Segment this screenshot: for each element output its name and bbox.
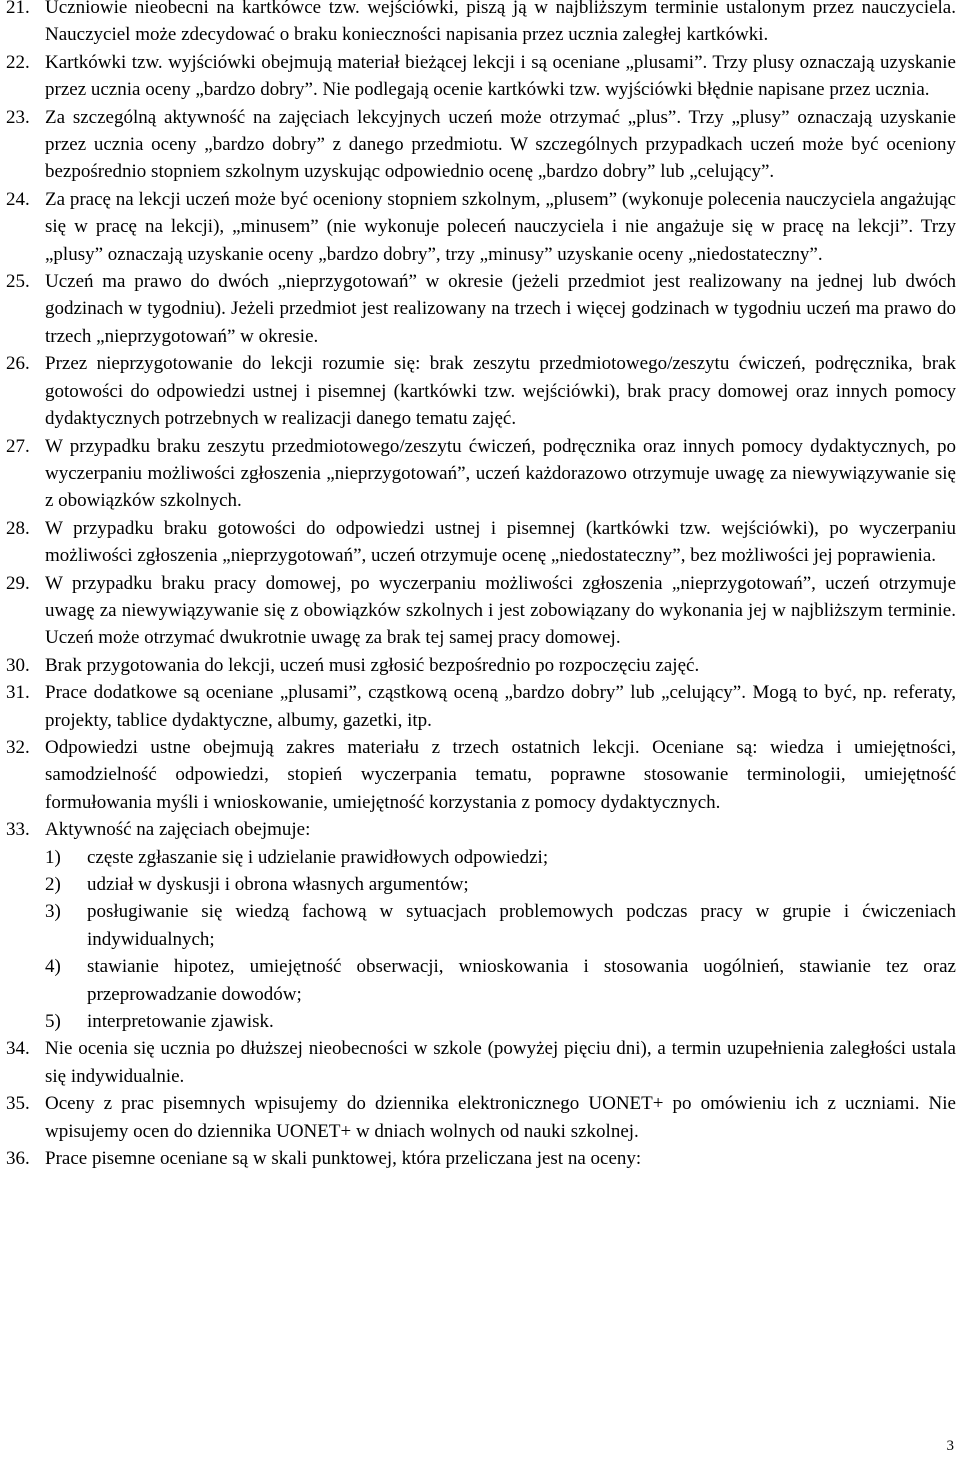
- rule-25: [6, 268, 956, 350]
- rule-number: 34.: [6, 1038, 30, 1060]
- rule-36: [6, 1145, 956, 1172]
- rule-29: [6, 570, 956, 652]
- rule-26: [6, 350, 956, 432]
- rule-34: [6, 1035, 956, 1090]
- sub-item-3: [45, 898, 956, 953]
- activity-sublist: [45, 844, 956, 1036]
- sub-item-number: 4): [45, 956, 61, 978]
- sub-item-number: 3): [45, 901, 61, 923]
- rule-31: [6, 679, 956, 734]
- rule-number: 30.: [6, 654, 30, 676]
- rule-number: 25.: [6, 271, 30, 293]
- sub-item-text: posługiwanie się wiedzą fachową w sytuacjach problemowych podczas pracy w grupie i ćwiczeniach indywidualnych;: [87, 901, 956, 950]
- rule-text: Za pracę na lekcji uczeń może być oceniony stopniem szkolnym, „plusem” (wykonuje polecenia nauczyciela angażując się w pracę na lekcji), „minusem” (nie wykonuje poleceń nauczyciela i nie angażuje się w pracę na lekcji”. Trzy „plusy” oznaczają uzyskanie oceny „bardzo dobry”, trzy „minusy” uzyskanie oceny „niedostateczny”.: [45, 188, 956, 265]
- rule-number: 29.: [6, 572, 30, 594]
- rule-number: 32.: [6, 736, 30, 758]
- rule-text: Za szczególną aktywność na zajęciach lekcyjnych uczeń może otrzymać „plus”. Trzy „plusy” oznaczają uzyskanie przez ucznia oceny „bardzo dobry” z danego przedmiotu. W szczególnych przypadkach uczeń może być oceniony bezpośrednio stopniem szkolnym uzyskując odpowiednio ocenę „bardzo dobry” lub „celujący”.: [45, 106, 956, 183]
- rule-text: Uczniowie nieobecni na kartkówce tzw. wejściówki, piszą ją w najbliższym terminie ustalonym przez nauczyciela. Nauczyciel może zdecydować o braku konieczności napisania przez ucznia zaległej kartkówki.: [45, 0, 956, 46]
- rule-text: Nie ocenia się ucznia po dłuższej nieobecności w szkole (powyżej pięciu dni), a termin uzupełnienia zaległości ustala się indywidualnie.: [45, 1038, 956, 1087]
- rule-text: Przez nieprzygotowanie do lekcji rozumie się: brak zeszytu przedmiotowego/zeszytu ćwiczeń, podręcznika, brak gotowości do odpowiedzi ustnej i pisemnej (kartkówki tzw. wejściówki), brak pracy domowej oraz innych pomocy dydaktycznych potrzebnych w realizacji danego tematu zajęć.: [45, 353, 956, 430]
- rule-24: [6, 186, 956, 268]
- rule-text: Odpowiedzi ustne obejmują zakres materiału z trzech ostatnich lekcji. Oceniane są: wiedza i umiejętności, samodzielność odpowiedzi, stopień wyczerpania tematu, poprawne stosowanie terminologii, umiejętność formułowania myśli i wnioskowanie, umiejętność korzystania z pomocy dydaktycznych.: [45, 736, 956, 813]
- rule-number: 24.: [6, 188, 30, 210]
- rule-32: [6, 734, 956, 816]
- rule-30: [6, 652, 956, 679]
- rule-28: [6, 515, 956, 570]
- rule-number: 35.: [6, 1093, 30, 1115]
- rule-number: 27.: [6, 435, 30, 457]
- sub-item-number: 5): [45, 1011, 61, 1033]
- rule-number: 22.: [6, 51, 30, 73]
- rule-number: 21.: [6, 0, 30, 18]
- rule-text: Aktywność na zajęciach obejmuje:: [45, 819, 311, 841]
- rule-27: [6, 433, 956, 515]
- rule-text: Prace dodatkowe są oceniane „plusami”, cząstkową oceną „bardzo dobry” lub „celujący”. Mogą to być, np. referaty, projekty, tablice dydaktyczne, albumy, gazetki, itp.: [45, 682, 956, 731]
- sub-item-2: [45, 871, 956, 898]
- sub-item-number: 2): [45, 874, 61, 895]
- rules-list: [6, 0, 956, 1172]
- rule-35: [6, 1090, 956, 1145]
- rule-text: Prace pisemne oceniane są w skali punktowej, która przeliczana jest na oceny:: [45, 1148, 642, 1170]
- sub-item-text: stawianie hipotez, umiejętność obserwacji, wnioskowania i stosowania uogólnień, stawianie tez oraz przeprowadzanie dowodów;: [87, 956, 956, 1005]
- rule-33: [6, 816, 956, 1035]
- sub-item-5: [45, 1008, 956, 1035]
- rule-number: 26.: [6, 353, 30, 375]
- sub-item-text: częste zgłaszanie się i udzielanie prawidłowych odpowiedzi;: [87, 846, 549, 868]
- rule-number: 33.: [6, 819, 30, 841]
- rule-text: Oceny z prac pisemnych wpisujemy do dziennika elektronicznego UONET+ po omówieniu ich z uczniami. Nie wpisujemy ocen do dziennika UONET+ w dniach wolnych od nauki szkolnej.: [45, 1093, 956, 1142]
- page-number: 3: [946, 1438, 954, 1454]
- rule-text: Brak przygotowania do lekcji, uczeń musi zgłosić bezpośrednio po rozpoczęciu zajęć.: [45, 654, 700, 676]
- sub-item-text: udział w dyskusji i obrona własnych argumentów;: [87, 874, 469, 895]
- rule-number: 36.: [6, 1148, 30, 1170]
- rule-23: [6, 104, 956, 186]
- rule-number: 31.: [6, 682, 30, 704]
- sub-item-text: interpretowanie zjawisk.: [87, 1011, 274, 1033]
- rule-text: Kartkówki tzw. wyjściówki obejmują materiał bieżącej lekcji i są oceniane „plusami”. Trzy plusy oznaczają uzyskanie przez ucznia oceny „bardzo dobry”. Nie podlegają ocenie kartkówki tzw. wyjściówki błędnie napisane przez ucznia.: [45, 51, 956, 101]
- rule-21: [6, 0, 956, 49]
- rule-number: 23.: [6, 106, 30, 128]
- rule-text: Uczeń ma prawo do dwóch „nieprzygotowań” w okresie (jeżeli przedmiot jest realizowany na jednej lub dwóch godzinach w tygodniu). Jeżeli przedmiot jest realizowany na trzech i więcej godzinach w tygodniu uczeń ma prawo do trzech „nieprzygotowań” w okresie.: [45, 271, 956, 347]
- sub-item-4: [45, 953, 956, 1008]
- rule-text: W przypadku braku gotowości do odpowiedzi ustnej i pisemnej (kartkówki tzw. wejściówki), po wyczerpaniu możliwości zgłoszenia „nieprzygotowań”, uczeń otrzymuje ocenę „niedostateczny”, bez możliwości jej poprawienia.: [45, 517, 956, 567]
- rule-text: W przypadku braku pracy domowej, po wyczerpaniu możliwości zgłoszenia „nieprzygotowań”, uczeń otrzymuje uwagę za niewywiązywanie się z obowiązków szkolnych i jest zobowiązany do wykonania jej w najbliższym terminie. Uczeń może otrzymać dwukrotnie uwagę za brak tej samej pracy domowej.: [45, 572, 956, 649]
- rule-number: 28.: [6, 517, 30, 539]
- sub-item-1: [45, 844, 956, 871]
- rule-body: [45, 816, 956, 1035]
- rule-22: [6, 49, 956, 104]
- rule-text: W przypadku braku zeszytu przedmiotowego/zeszytu ćwiczeń, podręcznika oraz innych pomocy dydaktycznych, po wyczerpaniu możliwości zgłoszenia „nieprzygotowań”, uczeń każdorazowo otrzymuje uwagę za niewywiązywanie się z obowiązków szkolnych.: [45, 435, 956, 512]
- sub-item-number: 1): [45, 846, 61, 868]
